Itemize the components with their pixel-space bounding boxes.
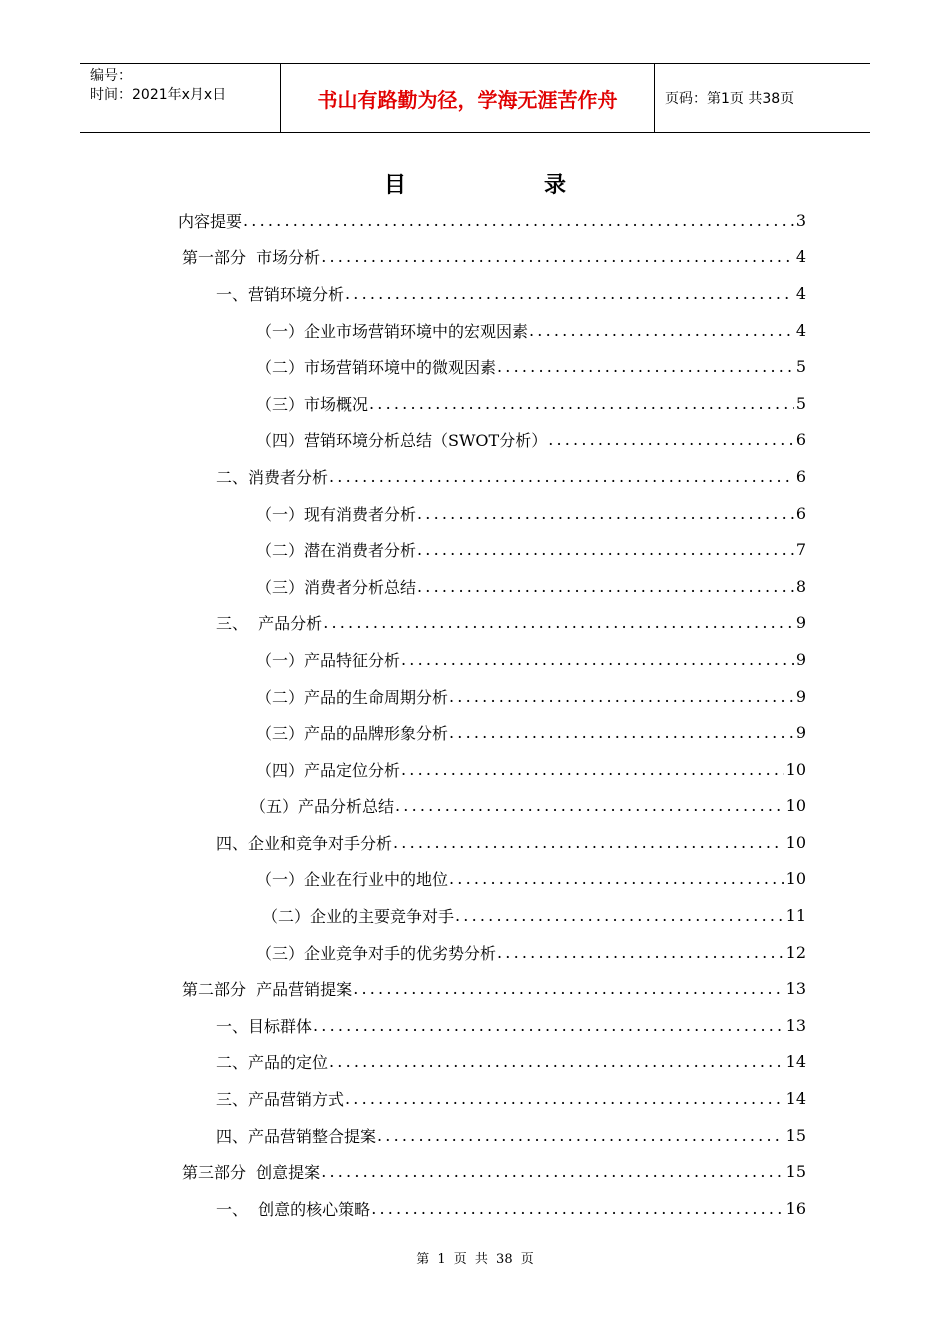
toc-entry[interactable]: 一、目标群体 ..... 13 (178, 1007, 806, 1044)
toc-entry[interactable]: 内容提要 ..... 3 (178, 202, 806, 239)
toc-entry[interactable]: 第三部分 创意提案 ..... 15 (178, 1153, 806, 1190)
toc-entry[interactable]: （五）产品分析总结 ..... 10 (178, 788, 806, 825)
page-footer: 第 1 页 共 38 页 (416, 1252, 534, 1267)
toc-entry[interactable]: 第一部分 市场分析 ..... 4 (178, 239, 806, 276)
time-label: 时间：2021年x月x日 (90, 87, 227, 103)
toc-entry[interactable]: （三）产品的品牌形象分析 ..... 9 (178, 714, 806, 751)
toc-entry[interactable]: （一）企业在行业中的地位 ..... 10 (178, 861, 806, 898)
toc-entry[interactable]: 四、企业和竞争对手分析 ..... 10 (178, 824, 806, 861)
toc-entry[interactable]: （一）产品特征分析 ..... 9 (178, 641, 806, 678)
toc-entry[interactable]: （三）市场概况 ..... 5 (178, 385, 806, 422)
toc-title: 目录 (383, 173, 704, 198)
toc-entry[interactable]: （四）产品定位分析 ..... 10 (178, 751, 806, 788)
toc-entry[interactable]: 四、产品营销整合提案 ..... 15 (178, 1117, 806, 1154)
toc-entry[interactable]: 二、消费者分析 ..... 6 (178, 458, 806, 495)
toc-entry[interactable]: （一）企业市场营销环境中的宏观因素 ..... 4 (178, 312, 806, 349)
toc-entry[interactable]: （二）产品的生命周期分析 ..... 9 (178, 678, 806, 715)
number-label: 编号： (90, 68, 132, 84)
table-of-contents (178, 202, 806, 1227)
toc-entry[interactable]: （二）潜在消费者分析 ..... 7 (178, 531, 806, 568)
header-meta (80, 64, 281, 132)
toc-entry[interactable]: 第二部分 产品营销提案 ..... 13 (178, 970, 806, 1007)
toc-entry[interactable]: （二）市场营销环境中的微观因素 ..... 5 (178, 348, 806, 385)
toc-entry[interactable]: 二、产品的定位 ..... 14 (178, 1044, 806, 1081)
toc-entry[interactable]: （三）消费者分析总结 ..... 8 (178, 568, 806, 605)
toc-entry[interactable]: 三、产品营销方式 ..... 14 (178, 1080, 806, 1117)
header-page-info: 页码：第1页 共38页 (665, 91, 795, 107)
header-motto: 书山有路勤为径，学海无涯苦作舟 (281, 64, 655, 132)
toc-entry[interactable]: （二）企业的主要竞争对手 ..... 11 (178, 897, 806, 934)
toc-entry[interactable]: （三）企业竞争对手的优劣势分析 ..... 12 (178, 934, 806, 971)
page-header (80, 63, 870, 133)
toc-entry[interactable]: 三、 产品分析 ..... 9 (178, 605, 806, 642)
toc-entry[interactable]: 一、营销环境分析 ..... 4 (178, 275, 806, 312)
toc-entry[interactable]: （四）营销环境分析总结（SWOT分析） ..... 6 (178, 422, 806, 459)
toc-entry[interactable]: 一、 创意的核心策略 ..... 16 (178, 1190, 806, 1227)
toc-entry[interactable]: （一）现有消费者分析 ..... 6 (178, 495, 806, 532)
